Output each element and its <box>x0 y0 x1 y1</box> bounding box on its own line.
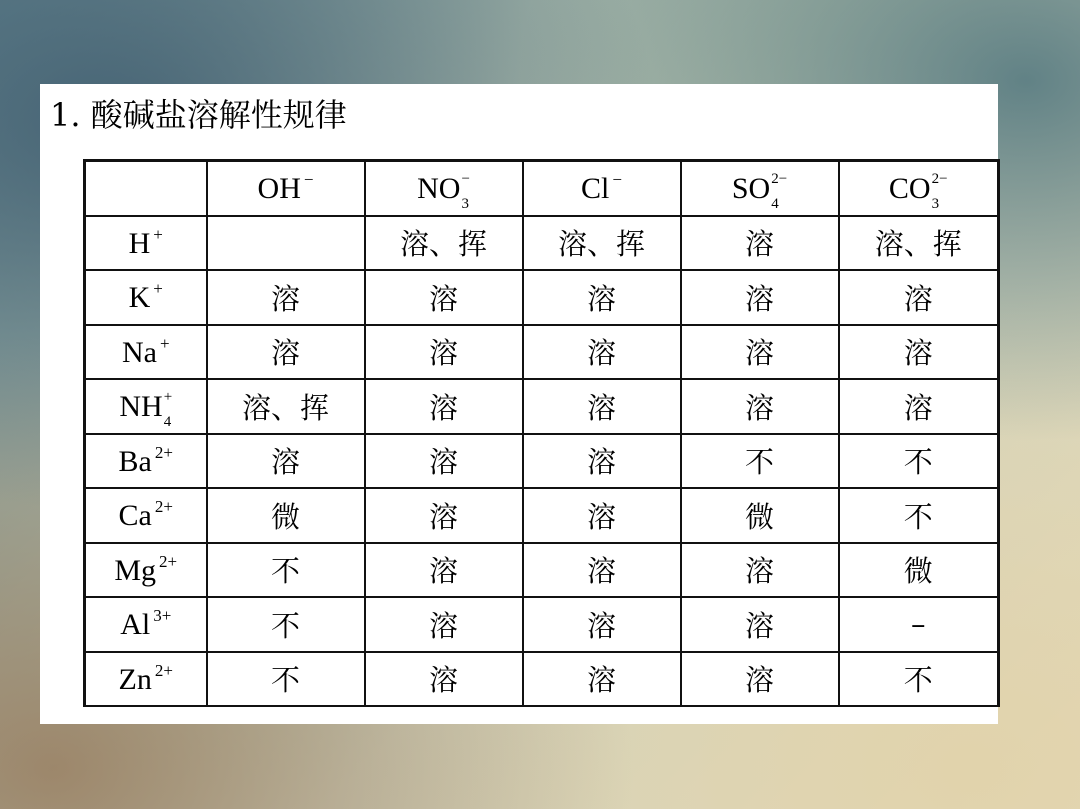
cation-label <box>118 442 173 478</box>
cation-label <box>120 608 171 641</box>
anion-label-charge: − <box>612 170 622 190</box>
anion-label-formula: SO <box>731 171 771 205</box>
solubility-cell: 溶 <box>365 652 523 707</box>
document-page <box>40 84 998 724</box>
anion-header <box>839 161 999 216</box>
cation-header <box>85 325 207 380</box>
cation-label <box>119 499 173 532</box>
cation-label <box>129 281 163 314</box>
solubility-cell: 溶 <box>207 434 365 489</box>
solubility-cell: 不 <box>207 543 365 598</box>
corner-cell <box>85 161 207 216</box>
solubility-cell: 不 <box>839 434 999 489</box>
solubility-cell: 溶 <box>681 597 839 652</box>
solubility-cell: 溶 <box>207 325 365 380</box>
solubility-table <box>83 159 1000 707</box>
solubility-cell: 溶 <box>681 216 839 271</box>
solubility-cell: 溶、挥 <box>523 216 681 271</box>
solubility-cell: 不 <box>207 652 365 707</box>
cation-label <box>121 333 170 369</box>
solubility-cell: 溶 <box>365 543 523 598</box>
solubility-cell: 溶 <box>523 325 681 380</box>
table-row <box>85 652 999 707</box>
solubility-cell: 溶 <box>365 488 523 543</box>
solubility-cell: 溶 <box>523 652 681 707</box>
cation-label-formula: Ca <box>118 499 152 533</box>
solubility-cell: 溶 <box>523 379 681 434</box>
cation-header <box>85 597 207 652</box>
section-title: 1. 酸碱盐溶解性规律 <box>50 96 347 134</box>
anion-label-charge: − <box>461 170 470 187</box>
table-row <box>85 270 999 325</box>
anion-label <box>581 172 622 205</box>
solubility-cell: 溶、挥 <box>839 216 999 271</box>
solubility-cell: 溶 <box>523 434 681 489</box>
solubility-cell: 不 <box>839 488 999 543</box>
anion-label <box>258 172 314 205</box>
anion-label-formula: CO <box>888 171 931 205</box>
solubility-cell: 溶 <box>365 379 523 434</box>
cation-label-formula: K <box>128 281 151 315</box>
solubility-cell: 溶 <box>365 597 523 652</box>
solubility-cell: 溶 <box>523 597 681 652</box>
cation-label-formula: Mg <box>114 553 157 587</box>
cation-label-formula: H <box>128 226 151 260</box>
cation-header <box>85 652 207 707</box>
cation-header <box>85 379 207 434</box>
cation-header <box>85 434 207 489</box>
cation-label-charge: + <box>153 224 163 244</box>
anion-label-subscript: 3 <box>931 195 940 212</box>
solubility-cell: 溶 <box>365 434 523 489</box>
cation-label <box>114 551 178 587</box>
cation-label <box>128 224 163 260</box>
solubility-cell: 溶 <box>681 325 839 380</box>
cation-label <box>119 388 173 430</box>
cation-label-charge: 2+ <box>154 442 173 462</box>
solubility-cell: 溶 <box>207 270 365 325</box>
cation-label-formula: Al <box>120 608 151 642</box>
cation-label-charge: + <box>153 279 163 299</box>
anion-label-formula: OH <box>257 172 301 206</box>
solubility-cell: 溶 <box>681 543 839 598</box>
solubility-cell: 溶 <box>681 379 839 434</box>
anion-label-formula: Cl <box>581 172 610 206</box>
cation-label-charge: 2+ <box>154 660 173 680</box>
cation-label-charge: 2+ <box>154 497 173 517</box>
anion-header <box>681 161 839 216</box>
solubility-cell: – <box>839 597 999 652</box>
cation-label-charge: + <box>159 333 170 353</box>
solubility-cell: 溶 <box>523 543 681 598</box>
cation-header <box>85 216 207 271</box>
cation-label-charge: 2+ <box>159 551 178 571</box>
cation-label-charge: + <box>163 388 173 405</box>
cation-label-charge: 3+ <box>153 606 172 626</box>
cation-label-formula: Na <box>121 335 157 369</box>
anion-label-subscript: 4 <box>771 195 779 212</box>
anion-label-charge: − <box>303 170 314 190</box>
anion-label-subscript: 3 <box>461 195 469 212</box>
solubility-cell: 溶、挥 <box>207 379 365 434</box>
anion-header <box>207 161 365 216</box>
solubility-cell: 溶 <box>839 270 999 325</box>
solubility-cell: 溶 <box>523 488 681 543</box>
solubility-cell: 不 <box>207 597 365 652</box>
cation-label-formula: Ba <box>118 444 152 478</box>
cation-header <box>85 270 207 325</box>
table-row <box>85 597 999 652</box>
solubility-cell: 溶 <box>365 270 523 325</box>
solubility-cell: 溶 <box>839 379 999 434</box>
anion-label-charge: 2− <box>771 170 788 187</box>
solubility-cell: 微 <box>681 488 839 543</box>
solubility-cell: 不 <box>681 434 839 489</box>
solubility-cell: 溶 <box>839 325 999 380</box>
cation-label-formula: NH <box>119 389 163 423</box>
cation-header <box>85 543 207 598</box>
solubility-cell: 微 <box>839 543 999 598</box>
solubility-cell: 溶 <box>365 325 523 380</box>
header-row <box>85 161 999 216</box>
cation-label-subscript: 4 <box>163 413 172 430</box>
cation-header <box>85 488 207 543</box>
solubility-cell <box>207 216 365 271</box>
table-row <box>85 543 999 598</box>
table-row <box>85 325 999 380</box>
anion-label-formula: NO <box>417 171 461 205</box>
anion-label <box>888 170 948 212</box>
solubility-cell: 溶、挥 <box>365 216 523 271</box>
table-row <box>85 434 999 489</box>
anion-header <box>365 161 523 216</box>
cation-label-formula: Zn <box>118 662 152 696</box>
cation-label <box>118 660 173 696</box>
solubility-cell: 溶 <box>523 270 681 325</box>
solubility-cell: 微 <box>207 488 365 543</box>
solubility-cell: 溶 <box>681 652 839 707</box>
table-row <box>85 379 999 434</box>
solubility-cell: 不 <box>839 652 999 707</box>
solubility-cell: 溶 <box>681 270 839 325</box>
anion-label <box>417 170 470 212</box>
anion-header <box>523 161 681 216</box>
anion-label-charge: 2− <box>931 170 948 187</box>
anion-label <box>731 170 788 212</box>
table-row <box>85 216 999 271</box>
table-row <box>85 488 999 543</box>
